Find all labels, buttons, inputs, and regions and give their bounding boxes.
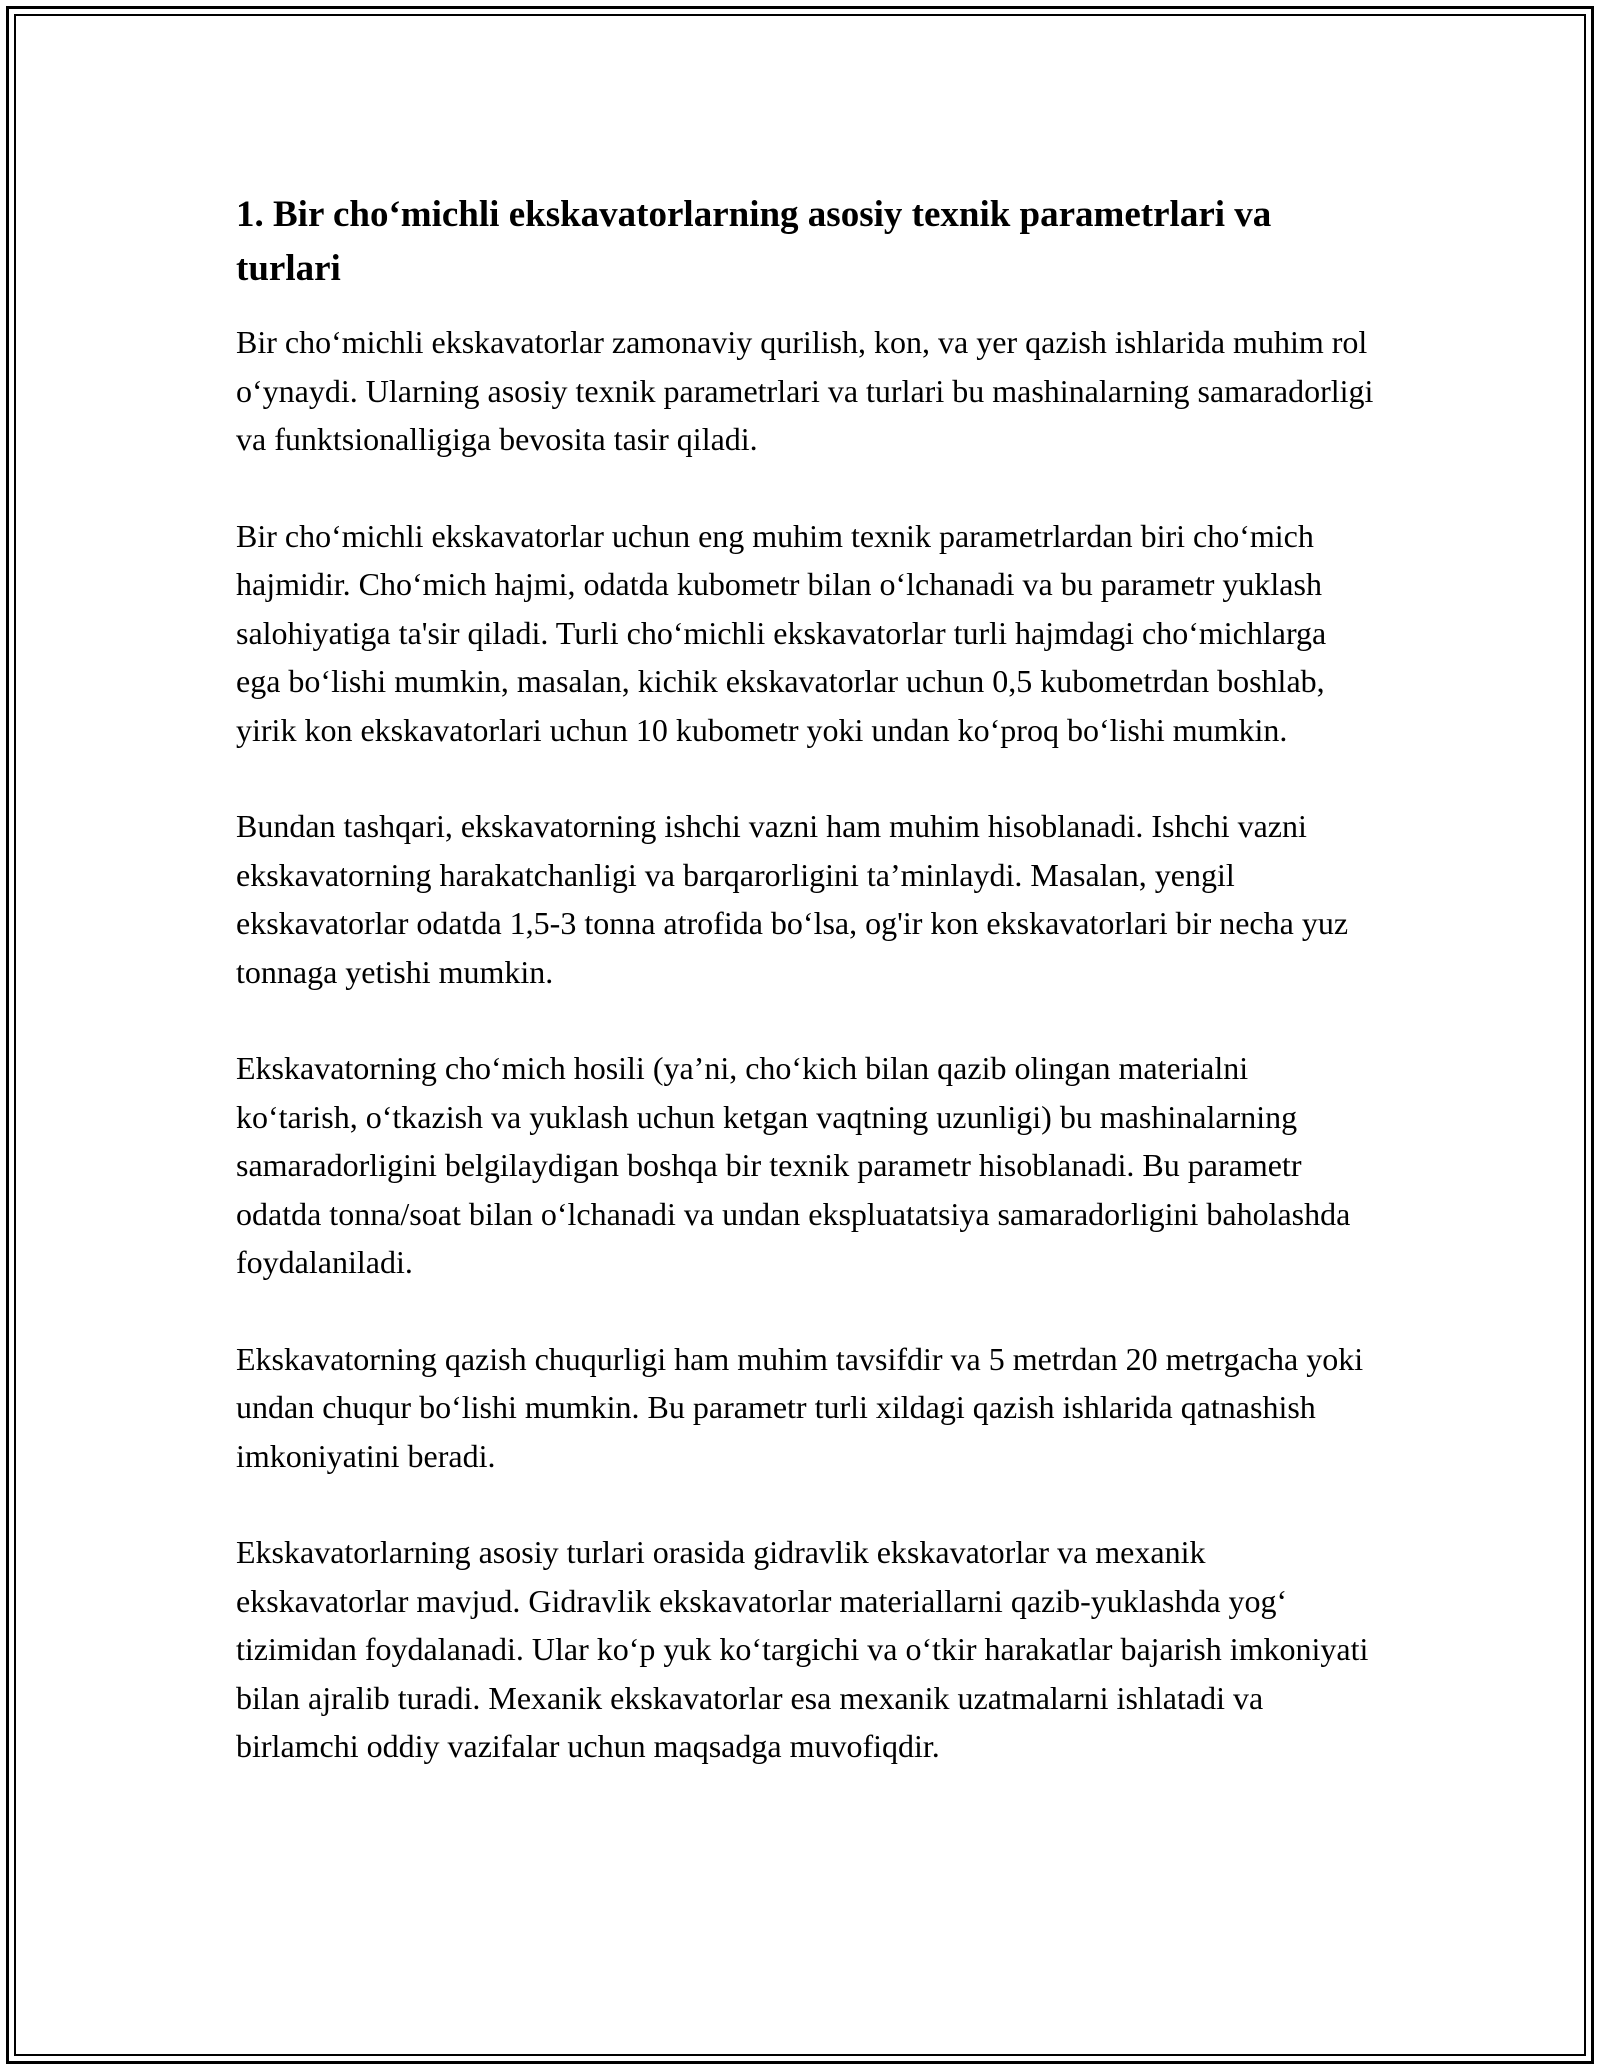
document-body (236, 188, 1376, 1819)
paragraph-digging-depth: Ekskavatorning qazish chuqurligi ham muhim tavsifdir va 5 metrdan 20 metrgacha yoki undan chuqur bo‘lishi mumkin. Bu parametr turli xildagi qazish ishlarida qatnashish imkoniyatini beradi. (236, 1340, 1364, 1474)
paragraph-operating-weight: Bundan tashqari, ekskavatorning ishchi vazni ham muhim hisoblanadi. Ishchi vazni ekskavatorning harakatchanligi va barqarorligini ta’minlaydi. Masalan, yengil ekskavatorlar odatda 1,5-3 tonna atrofida bo‘lsa, og'ir kon ekskavatorlari bir necha yuz tonnaga yetishi mumkin. (236, 808, 1349, 990)
paragraph-excavator-types: Ekskavatorlarning asosiy turlari orasida gidravlik ekskavatorlar va mexanik ekskavatorlar mavjud. Gidravlik ekskavatorlar materiallarni qazib-yuklashda yog‘ tizimidan foydalanadi. Ular ko‘p yuk ko‘targichi va o‘tkir harakatlar bajarish imkoniyati bilan ajralib turadi. Mexanik ekskavatorlar esa mexanik uzatmalarni ishlatadi va birlamchi oddiy vazifalar uchun maqsadga muvofiqdir. (236, 1534, 1369, 1764)
paragraph-intro: Bir cho‘michli ekskavatorlar zamonaviy qurilish, kon, va yer qazish ishlarida muhim rol o‘ynaydi. Ularning asosiy texnik parametrlari va turlari bu mashinalarning samaradorligi va funktsionalligiga bevosita tasir qiladi. (236, 324, 1374, 457)
section-heading: 1. Bir cho‘michli ekskavatorlarning asosiy texnik parametrlari va turlari (236, 194, 1272, 289)
paragraph-bucket-output: Ekskavatorning cho‘mich hosili (ya’ni, cho‘kich bilan qazib olingan materialni ko‘tarish, o‘tkazish va yuklash uchun ketgan vaqtning uzunligi) bu mashinalarning samaradorligini belgilaydigan boshqa bir texnik parametr hisoblanadi. Bu parametr odatda tonna/soat bilan o‘lchanadi va undan ekspluatatsiya samaradorligini baholashda foydalaniladi. (236, 1050, 1351, 1280)
paragraph-bucket-volume: Bir cho‘michli ekskavatorlar uchun eng muhim texnik parametrlardan biri cho‘mich hajmidir. Cho‘mich hajmi, odatda kubometr bilan o‘lchanadi va bu parametr yuklash salohiyatiga ta'sir qiladi. Turli cho‘michli ekskavatorlar turli hajmdagi cho‘michlarga ega bo‘lishi mumkin, masalan, kichik ekskavatorlar uchun 0,5 kubometrdan boshlab, yirik kon ekskavatorlari uchun 10 kubometr yoki undan ko‘proq bo‘lishi mumkin. (236, 517, 1327, 748)
